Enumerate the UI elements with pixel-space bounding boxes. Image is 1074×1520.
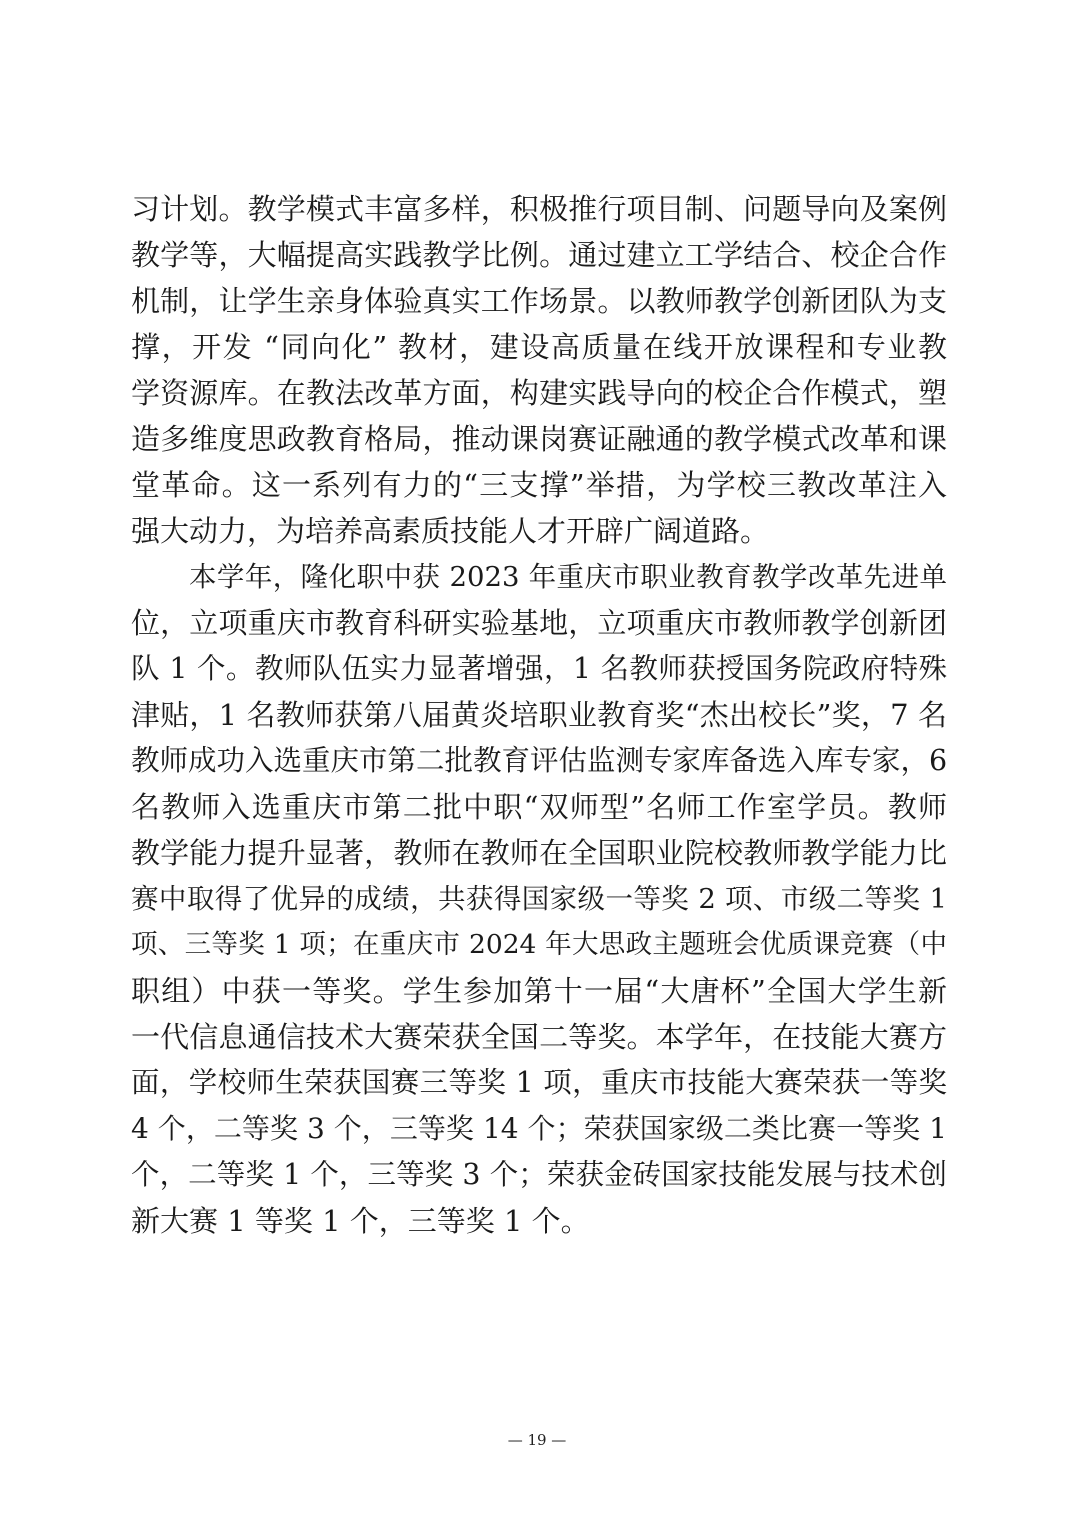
text-line: 学资源库。在教法改革方面，构建实践导向的校企合作模式，塑: [131, 376, 947, 410]
text-line: 赛中取得了优异的成绩，共获得国家级一等奖 2 项、市级二等奖 1: [131, 883, 947, 915]
text-line: 撑，开发 “同向化” 教材，建设高质量在线开放课程和专业教: [131, 330, 947, 364]
text-line: 教师成功入选重庆市第二批教育评估监测专家库备选入库专家，6: [131, 744, 948, 777]
text-line: 强大动力，为培养高素质技能人才开辟广阔道路。: [131, 514, 770, 548]
text-line: 队 1 个。教师队伍实力显著增强，1 名教师获授国务院政府特殊: [131, 652, 947, 685]
text-line: 机制，让学生亲身体验真实工作场景。以教师教学创新团队为支: [131, 284, 947, 318]
text-line: 造多维度思政教育格局，推动课岗赛证融通的教学模式改革和课: [131, 422, 947, 456]
text-line: 教学能力提升显著，教师在教师在全国职业院校教师教学能力比: [131, 836, 947, 870]
text-line: 堂革命。这一系列有力的“三支撑”举措，为学校三教改革注入: [131, 468, 947, 502]
paragraph-first-line: 本学年，隆化职中获 2023 年重庆市职业教育教学改革先进单: [189, 561, 947, 593]
text-line: 津贴，1 名教师获第八届黄炎培职业教育奖“杰出校长”奖，7 名: [131, 698, 947, 732]
text-line: 新大赛 1 等奖 1 个，三等奖 1 个。: [131, 1204, 590, 1238]
text-line: 教学等，大幅提高实践教学比例。通过建立工学结合、校企合作: [131, 238, 947, 272]
text-line: 面，学校师生荣获国赛三等奖 1 项，重庆市技能大赛荣获一等奖: [131, 1066, 947, 1099]
page-number: — 19 —: [507, 1431, 567, 1449]
text-line: 项、三等奖 1 项；在重庆市 2024 年大思政主题班会优质课竞赛（中: [131, 929, 947, 960]
text-line: 一代信息通信技术大赛荣获全国二等奖。本学年，在技能大赛方: [131, 1020, 947, 1054]
text-line: 名教师入选重庆市第二批中职“双师型”名师工作室学员。教师: [131, 790, 947, 824]
text-line: 习计划。教学模式丰富多样，积极推行项目制、问题导向及案例: [131, 192, 947, 226]
text-line: 个，二等奖 1 个，三等奖 3 个；荣获金砖国家技能发展与技术创: [131, 1158, 947, 1191]
text-line: 4 个，二等奖 3 个，三等奖 14 个；荣获国家级二类比赛一等奖 1: [131, 1112, 947, 1145]
text-line: 位，立项重庆市教育科研实验基地，立项重庆市教师教学创新团: [131, 606, 947, 640]
text-line: 职组）中获一等奖。学生参加第十一届“大唐杯”全国大学生新: [131, 974, 947, 1008]
